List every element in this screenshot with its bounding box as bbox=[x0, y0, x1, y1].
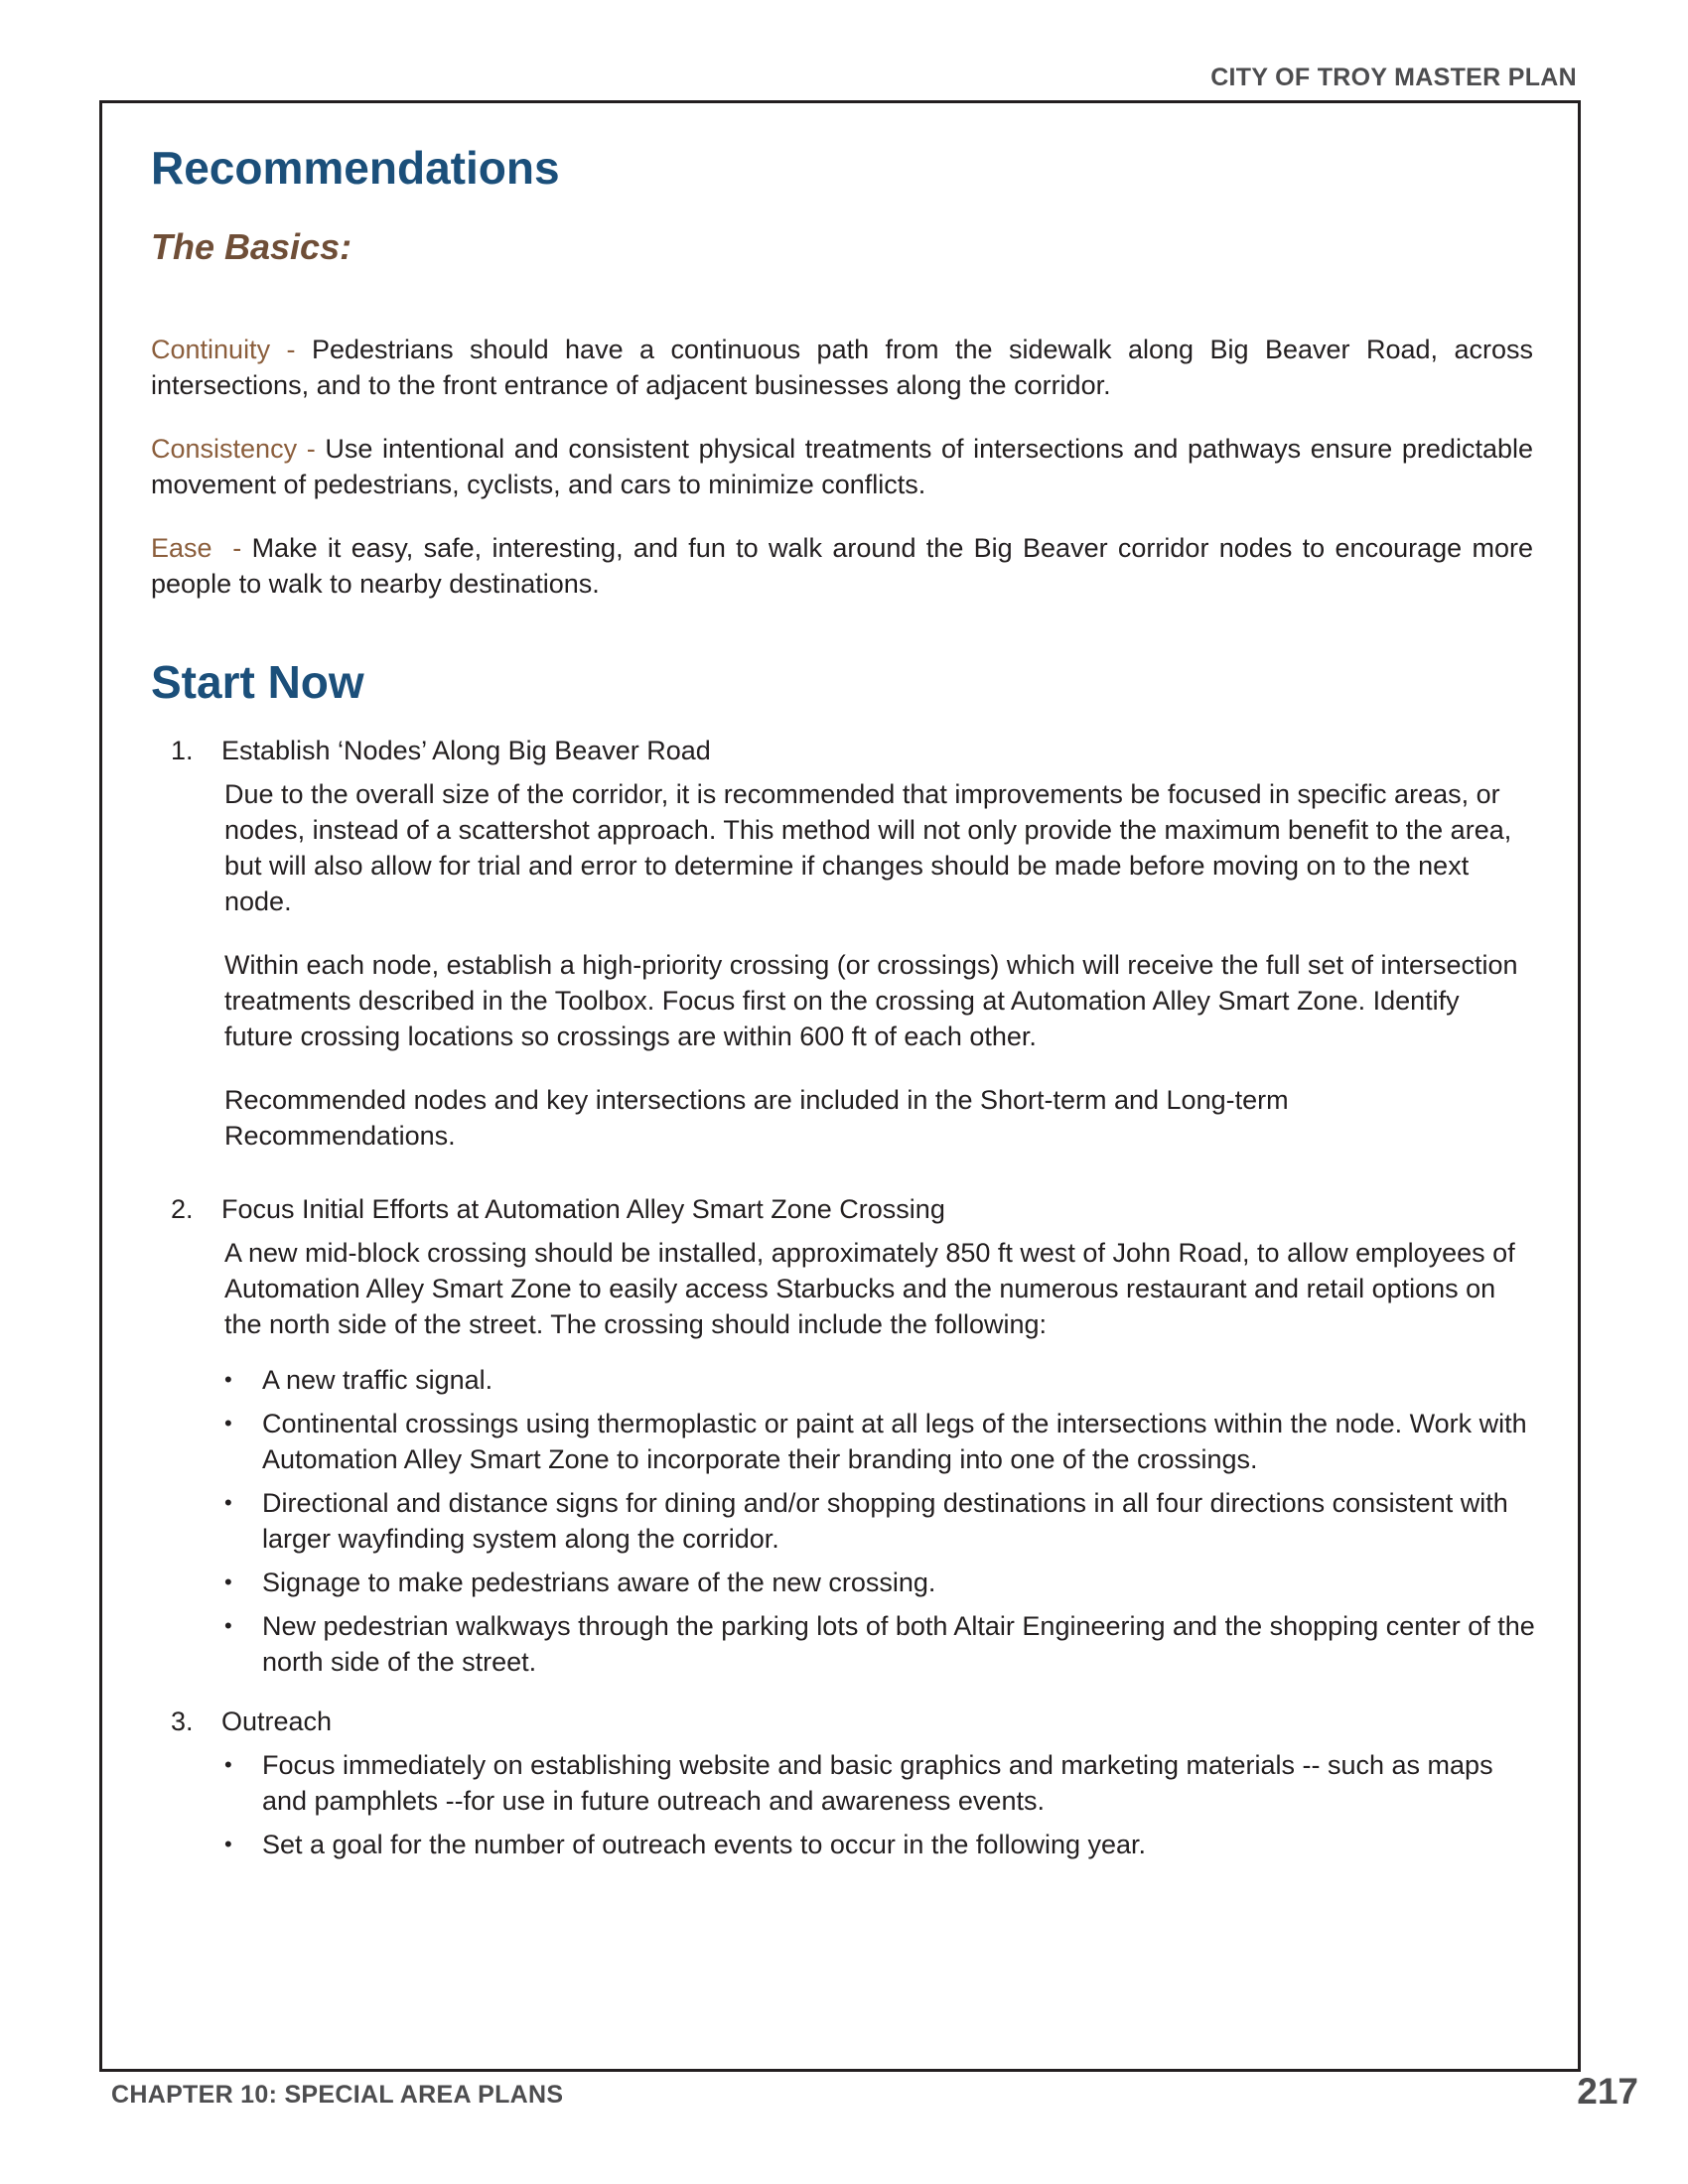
bullet-item: • A new traffic signal. bbox=[151, 1362, 1543, 1398]
step-heading-text: Focus Initial Efforts at Automation Alley Smart Zone Crossing bbox=[221, 1194, 945, 1224]
bullet-item: • New pedestrian walkways through the parking lots of both Altair Engineering and the shopping center of the north side of the street. bbox=[151, 1608, 1543, 1680]
basic-term: Consistency - bbox=[151, 434, 326, 464]
step-1 bbox=[151, 733, 1533, 1154]
recommendations-title: Recommendations bbox=[151, 142, 560, 194]
basics-subtitle: The Basics: bbox=[151, 226, 352, 267]
basics-list bbox=[151, 332, 1533, 602]
step-paragraph: Within each node, establish a high-priority crossing (or crossings) which will receive the full set of intersection treatments described in the Toolbox. Focus first on the crossing at Automation Alley Smart Zone. Identify future crossing locations so crossings are within 600 ft of each other. bbox=[224, 950, 1518, 1051]
step-paragraph: A new mid-block crossing should be installed, approximately 850 ft west of John Road, to allow employees of Automation Alley Smart Zone to easily access Starbucks and the numerous restaurant and retail options on the north side of the street. The crossing should include the following: bbox=[224, 1238, 1515, 1339]
running-header: CITY OF TROY MASTER PLAN bbox=[1210, 64, 1577, 91]
bullet-item: • Set a goal for the number of outreach events to occur in the following year. bbox=[151, 1827, 1543, 1862]
basic-item-consistency bbox=[151, 431, 1533, 502]
basic-term: Ease - bbox=[151, 533, 252, 563]
step-heading-text: Establish ‘Nodes’ Along Big Beaver Road bbox=[221, 736, 711, 765]
basic-text: Make it easy, safe, interesting, and fun to walk around the Big Beaver corridor nodes to encourage more people to walk to nearby destinations. bbox=[151, 533, 1533, 599]
basic-item-ease bbox=[151, 530, 1533, 602]
step-number: 1. bbox=[171, 736, 194, 765]
step-number: 2. bbox=[171, 1194, 194, 1224]
page-content bbox=[151, 139, 1533, 1886]
step-paragraph: Due to the overall size of the corridor, it is recommended that improvements be focused in specific areas, or nodes, instead of a scattershot approach. This method will not only provide the maximum benefit to the area, but will also allow for trial and error to determine if changes should be made before moving on to the next node. bbox=[224, 779, 1512, 916]
step-bullets bbox=[151, 1747, 1533, 1862]
step-bullets bbox=[151, 1362, 1533, 1680]
step-3 bbox=[151, 1704, 1533, 1862]
step-heading bbox=[151, 1704, 1533, 1739]
start-now-steps bbox=[151, 733, 1533, 1862]
step-heading-text: Outreach bbox=[221, 1706, 333, 1736]
basic-text: Pedestrians should have a continuous path from the sidewalk along Big Beaver Road, across intersections, and to the front entrance of adjacent businesses along the corridor. bbox=[151, 335, 1533, 400]
basic-item-continuity bbox=[151, 332, 1533, 403]
step-heading bbox=[151, 733, 1533, 768]
chapter-footer: CHAPTER 10: SPECIAL AREA PLANS bbox=[111, 2081, 564, 2109]
bullet-item: • Continental crossings using thermoplastic or paint at all legs of the intersections within the node. Work with Automation Alley Smart Zone to incorporate their branding into one of the crossings. bbox=[151, 1406, 1543, 1477]
bullet-item: • Directional and distance signs for dining and/or shopping destinations in all four directions consistent with larger wayfinding system along the corridor. bbox=[151, 1485, 1543, 1557]
step-paragraph: Recommended nodes and key intersections are included in the Short-term and Long-term Recommendations. bbox=[224, 1085, 1289, 1151]
step-heading bbox=[151, 1191, 1533, 1227]
step-number: 3. bbox=[171, 1706, 194, 1736]
bullet-item: • Focus immediately on establishing website and basic graphics and marketing materials -- such as maps and pamphlets --for use in future outreach and awareness events. bbox=[151, 1747, 1543, 1819]
bullet-item: • Signage to make pedestrians aware of the new crossing. bbox=[151, 1565, 1543, 1600]
page-number: 217 bbox=[1577, 2071, 1638, 2112]
basic-text: Use intentional and consistent physical treatments of intersections and pathways ensure predictable movement of pedestrians, cyclists, and cars to minimize conflicts. bbox=[151, 434, 1533, 499]
step-2 bbox=[151, 1191, 1533, 1680]
start-now-title: Start Now bbox=[151, 656, 364, 708]
basic-term: Continuity - bbox=[151, 335, 312, 364]
